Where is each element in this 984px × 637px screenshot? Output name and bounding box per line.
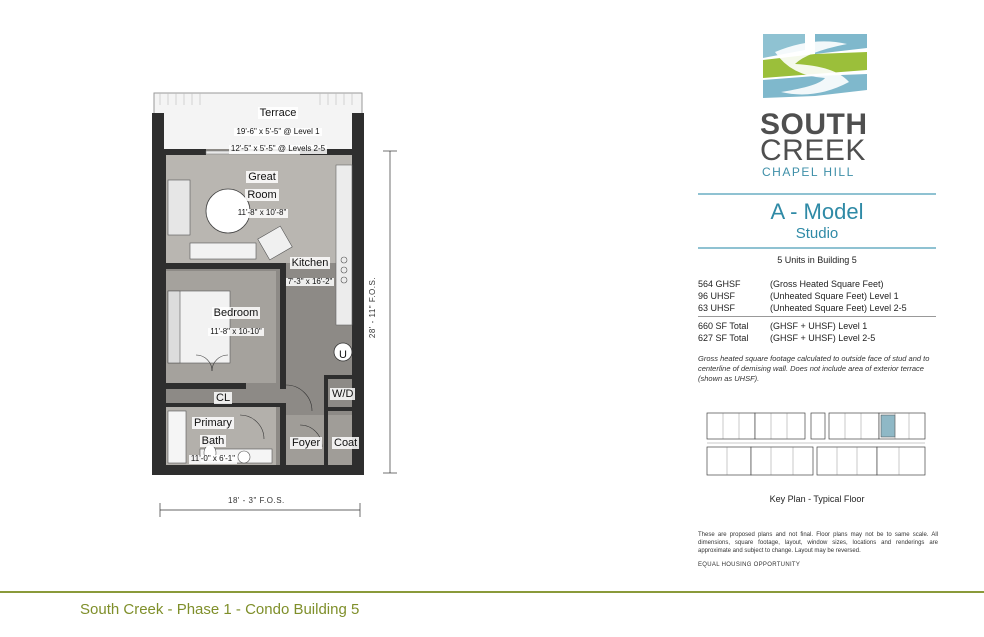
terrace-dim-level1: 19'-6" x 5'-5" @ Level 1 [236,126,320,136]
brand-chapel-hill: CHAPEL HILL [762,165,855,179]
model-title: A - Model [770,199,864,224]
footer-rule [0,591,984,593]
coat-label: Coat [334,437,358,449]
bedroom-name: Bedroom [213,307,259,319]
bath-dim: 11'-0" x 6'-1" [190,454,236,464]
great-room-name-2: Room [247,188,277,201]
kitchen-dim: 7'-3" x 16'-2" [287,276,333,286]
total-value: 660 SF Total [698,321,749,331]
total-desc: (GHSF + UHSF) Level 2-5 [770,333,876,343]
great-room-label [232,167,292,220]
key-plan [703,405,931,485]
terrace-name: Terrace [259,107,297,119]
units-count: 5 Units in Building 5 [777,255,857,265]
closet-label: CL [216,392,231,404]
gross-sf-note: Gross heated square footage calculated to outside face of stud and to centerline of demising wall. Does not include area of exterior terrace (shown as UHSF). [698,354,930,383]
depth-dimension: 28' - 11" F.O.S. [368,276,378,339]
south-creek-logo [755,30,875,109]
great-room-name-1: Great [248,171,276,183]
disclaimer: These are proposed plans and not final. Floor plans may not be to same scale. All dimensions, square footage, layout, window sizes, locations and renderings are approximate and subject to change. Layout may be reversed. [698,532,938,554]
sf-value: 63 UHSF [698,303,736,313]
key-plan-label: Key Plan - Typical Floor [769,494,865,504]
sf-value: 564 GHSF [698,279,741,289]
washer-dryer-label: W/D [332,388,354,400]
foyer-label: Foyer [292,437,321,449]
bath-name-1: Primary [194,417,232,429]
brand-south: SOUTH [760,108,868,141]
terrace-dim-levels: 12'-5" x 5'-5" @ Levels 2-5 [230,144,326,154]
terrace-label [218,103,338,156]
width-dimension: 18' - 3" F.O.S. [228,496,285,505]
title-rule-top [698,193,936,195]
sf-value: 96 UHSF [698,291,736,301]
title-rule-bottom [698,247,936,249]
sf-desc: (Gross Heated Square Feet) [770,279,884,289]
key-plan-drawing [703,405,931,485]
kitchen-label [280,253,340,288]
model-subtitle: Studio [795,225,839,242]
total-value: 627 SF Total [698,333,749,343]
floor-plan [140,85,420,525]
bedroom-label [196,303,276,338]
equal-housing-text: EQUAL HOUSING OPPORTUNITY [698,562,801,568]
total-desc: (GHSF + UHSF) Level 1 [770,321,868,331]
bath-name-2: Bath [201,434,225,447]
utility-label: U [339,349,347,361]
logo-mark-icon [755,30,875,104]
sf-desc: (Unheated Square Feet) Level 1 [770,291,899,301]
brand-creek: CREEK [760,134,866,167]
bedroom-dim: 11'-8" x 10-10" [210,326,262,336]
kitchen-name: Kitchen [291,257,329,269]
sf-separator [698,316,936,317]
sf-desc: (Unheated Square Feet) Level 2-5 [770,303,907,313]
bath-label [182,413,244,466]
great-room-dim: 11'-8" x 10'-8" [237,208,287,218]
footer-title: South Creek - Phase 1 - Condo Building 5 [80,601,360,618]
